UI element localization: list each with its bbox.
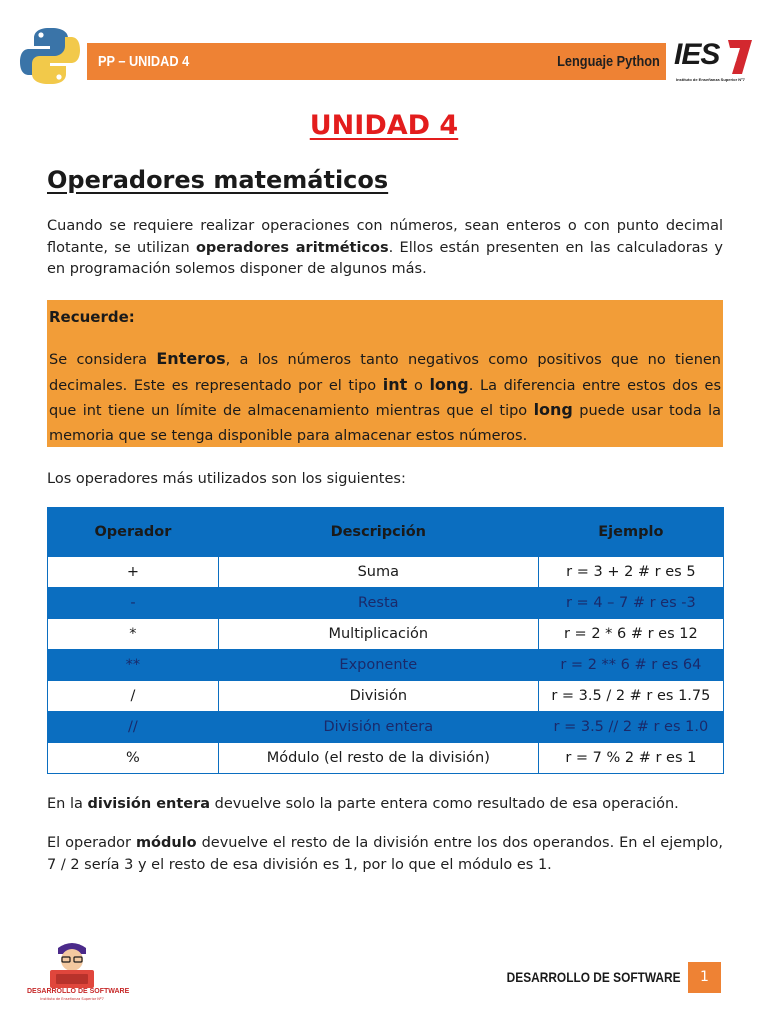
- operator-cell: -: [48, 588, 219, 619]
- modulo-note: El operador módulo devuelve el resto de la división entre los dos operandos. En el ejemplo, 7 / 2 sería 3 y el resto de esa división es 1, por lo que el módulo es 1.: [47, 835, 723, 873]
- description-cell: Multiplicación: [218, 619, 538, 650]
- software-dev-logo-text: DESARROLLO DE SOFTWARE: [27, 988, 130, 995]
- intro-paragraph: Cuando se requiere realizar operaciones con números, sean enteros o con punto decimal flotante, se utilizan operadores aritméticos. Ellos están presenten en las calculadoras y en programación solemos disponer de algunos más.: [47, 218, 723, 277]
- ies-logo-subtitle: Instituto de Enseñanza Superior Nº7: [676, 77, 745, 82]
- table-intro: Los operadores más utilizados son los siguientes:: [47, 471, 406, 487]
- reminder-title: Recuerde:: [49, 308, 135, 326]
- reminder-box: [47, 300, 723, 447]
- operator-cell: **: [48, 650, 219, 681]
- bold-term: Enteros: [156, 349, 226, 368]
- operator-cell: %: [48, 743, 219, 774]
- operator-cell: //: [48, 712, 219, 743]
- column-header-example: Ejemplo: [538, 508, 723, 557]
- description-cell: División entera: [218, 712, 538, 743]
- column-header-operator: Operador: [48, 508, 219, 557]
- header-unit-label: PP – UNIDAD 4: [98, 53, 190, 70]
- description-cell: Módulo (el resto de la división): [218, 743, 538, 774]
- bold-term: long: [429, 374, 469, 394]
- operator-cell: +: [48, 557, 219, 588]
- ies-logo-text: IES: [674, 38, 720, 71]
- bold-term: long: [533, 400, 573, 419]
- description-cell: Suma: [218, 557, 538, 588]
- table-row: [48, 557, 724, 588]
- table-row: [48, 619, 724, 650]
- column-header-description: Descripción: [218, 508, 538, 557]
- bold-term: int: [382, 374, 408, 394]
- header-course-label: Lenguaje Python: [557, 53, 660, 70]
- bold-term: módulo: [135, 835, 197, 851]
- description-cell: Exponente: [218, 650, 538, 681]
- table-row: [48, 681, 724, 712]
- example-cell: r = 7 % 2 # r es 1: [538, 743, 723, 774]
- table-row: [48, 588, 724, 619]
- page-number: 1: [688, 962, 721, 993]
- bold-term: operadores aritméticos: [195, 239, 389, 256]
- section-title: Operadores matemáticos: [47, 166, 389, 194]
- python-logo-icon: [18, 24, 82, 88]
- footer-label: DESARROLLO DE SOFTWARE: [507, 969, 681, 985]
- operator-cell: /: [48, 681, 219, 712]
- table-row: [48, 650, 724, 681]
- example-cell: r = 3 + 2 # r es 5: [538, 557, 723, 588]
- table-row: [48, 712, 724, 743]
- operators-table: [47, 507, 724, 774]
- operator-cell: *: [48, 619, 219, 650]
- example-cell: r = 2 ** 6 # r es 64: [538, 650, 723, 681]
- software-dev-logo-subtitle: Instituto de Enseñanza Superior Nº7: [40, 997, 104, 1001]
- example-cell: r = 3.5 // 2 # r es 1.0: [538, 712, 723, 743]
- example-cell: r = 2 * 6 # r es 12: [538, 619, 723, 650]
- unit-title: UNIDAD 4: [309, 110, 459, 141]
- description-cell: Resta: [218, 588, 538, 619]
- reminder-body: Se considera Enteros, a los números tanto negativos como positivos que no tienen decimales. Este es representado por el tipo int o long. La diferencia entre estos dos es que int tiene un límite de almacenamiento mientras que el tipo long puede usar toda la memoria que se tenga disponible para almacenar estos números.: [49, 349, 721, 444]
- ies-logo-number: 7: [728, 57, 737, 74]
- bold-term: división entera: [87, 796, 211, 812]
- example-cell: r = 3.5 / 2 # r es 1.75: [538, 681, 723, 712]
- table-header-row: [48, 508, 724, 557]
- example-cell: r = 4 – 7 # r es -3: [538, 588, 723, 619]
- description-cell: División: [218, 681, 538, 712]
- division-note: En la división entera devuelve solo la parte entera como resultado de esa operación.: [47, 796, 679, 812]
- table-row: [48, 743, 724, 774]
